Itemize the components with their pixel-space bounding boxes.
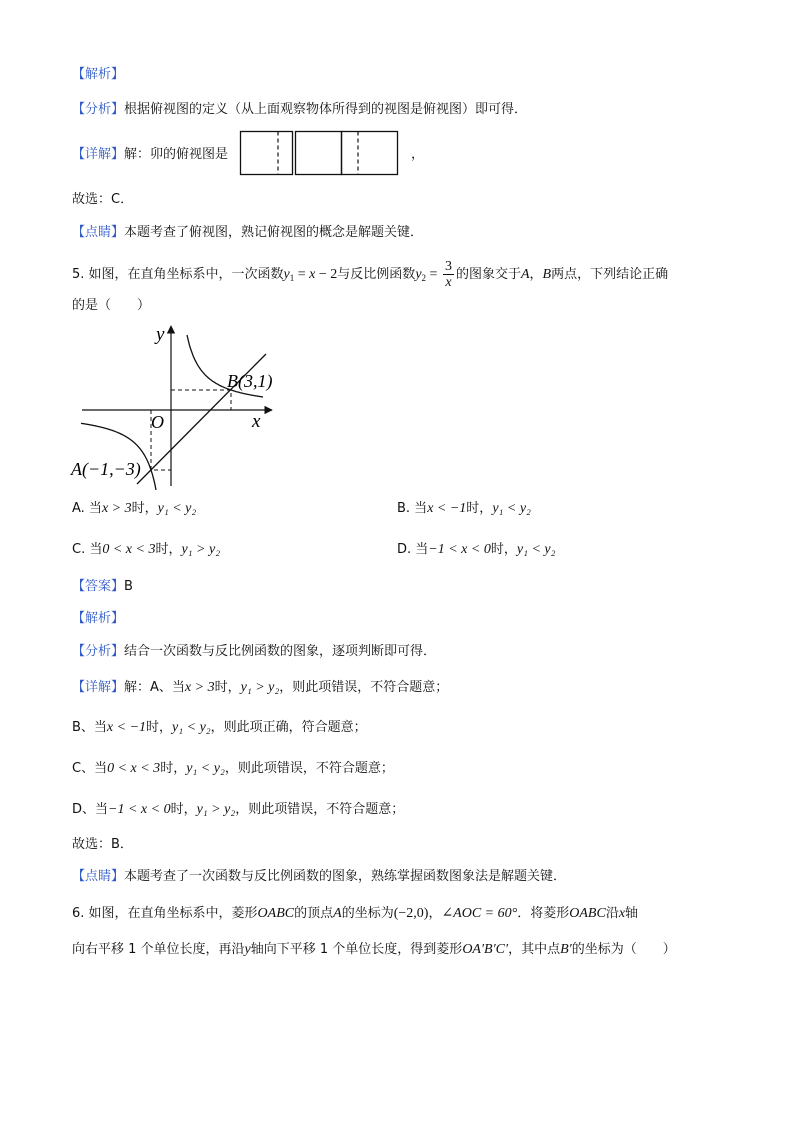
analysis-tag: 【解析】 — [72, 67, 125, 82]
top-view-figure — [239, 130, 399, 178]
q5-stem-line2: 的是（ ） — [72, 298, 151, 313]
comma: ， — [529, 267, 543, 282]
q5-comment-line — [72, 868, 566, 886]
stem-text-d: 两点，下列结论正确 — [551, 267, 669, 282]
equals-2: = — [426, 267, 441, 282]
detail-comma: ， — [411, 147, 425, 162]
equals-1: = — [294, 267, 310, 282]
y1-symbol: $y_1$ — [283, 267, 295, 283]
comment-tag: 【点睛】 — [72, 869, 125, 884]
point-b-label: B — [542, 267, 552, 282]
q5-answer-line — [72, 578, 133, 596]
option-a[interactable]: A. 当x > 3时，y₁ < y₂ — [72, 501, 197, 516]
analysis-tag: 【解析】 — [72, 611, 125, 626]
detail-tag: 【详解】 — [72, 147, 125, 162]
x-symbol: x — [309, 267, 316, 282]
q5-detail-a: 【详解】解：A、当x > 3时，y₁ > y₂，则此项错误，不符合题意； — [72, 680, 449, 695]
option-c[interactable]: C. 当0 < x < 3时，y₁ > y₂ — [72, 542, 221, 557]
q4-analysis-heading — [72, 66, 124, 84]
answer-tag: 【答案】 — [72, 579, 125, 594]
fenxi-text: 结合一次函数与反比例函数的图象，逐项判断即可得． — [124, 644, 437, 659]
hyperbola-branch-q3 — [81, 423, 156, 490]
y-axis-label: y — [156, 324, 165, 345]
fenxi-text: 根据俯视图的定义（从上面观察物体所得到的视图是俯视图）即可得． — [124, 102, 528, 117]
q4-fenxi-line — [72, 101, 527, 119]
answer-value: B — [124, 579, 133, 594]
point-a-label: A — [520, 267, 530, 282]
comment-text: 本题考查了一次函数与反比例函数的图象，熟练掌握函数图象法是解题关键． — [124, 869, 567, 884]
stem-text-a: 5. 如图，在直角坐标系中，一次函数 — [72, 267, 284, 282]
q4-choose: 故选：C． — [72, 192, 134, 207]
minus-2: − 2 — [315, 267, 338, 282]
top-view-box-3 — [342, 132, 398, 175]
origin-label: O — [151, 412, 164, 432]
q5-choose: 故选：B． — [72, 837, 133, 852]
point-b-coord-label: B(3,1) — [227, 371, 273, 391]
fenxi-tag: 【分析】 — [72, 102, 125, 117]
comment-tag: 【点睛】 — [72, 225, 125, 240]
q5-fenxi-line — [72, 643, 436, 661]
q4-detail-line — [72, 146, 228, 164]
q5-analysis-heading — [72, 610, 124, 628]
option-d[interactable]: D. 当−1 < x < 0时，y₁ < y₂ — [397, 542, 556, 557]
top-view-box-1 — [241, 132, 293, 175]
function-graph — [70, 320, 310, 490]
detail-text: 解：卯的俯视图是 — [124, 147, 229, 162]
top-view-box-2 — [296, 132, 342, 175]
q6-stem-line1: 6. 如图，在直角坐标系中，菱形OABC的顶点A的坐标为(−2,0)，∠AOC = 60°．将菱形OABC沿x轴 — [72, 906, 639, 921]
q5-stem-line1 — [72, 258, 668, 295]
q5-detail-c: C、当0 < x < 3时，y₁ < y₂，则此项错误，不符合题意； — [72, 761, 394, 776]
q5-detail-d: D、当−1 < x < 0时，y₁ > y₂，则此项错误，不符合题意； — [72, 802, 405, 817]
q6-stem-line2: 向右平移 1 个单位长度，再沿y轴向下平移 1 个单位长度，得到菱形OA′B′C′，其中点B′的坐标为（ ） — [72, 942, 676, 957]
q5-detail-b: B、当x < −1时，y₁ < y₂，则此项正确，符合题意； — [72, 720, 367, 735]
comment-text: 本题考查了俯视图，熟记俯视图的概念是解题关键． — [124, 225, 424, 240]
y2-symbol: $y_2$ — [415, 267, 427, 283]
point-a-coord-label: A(−1,−3) — [71, 459, 141, 479]
guide-b — [171, 390, 231, 410]
option-b[interactable]: B. 当x < −1时，y₁ < y₂ — [397, 501, 531, 516]
x-axis-label: x — [252, 411, 261, 432]
detail-tag: 【详解】 — [72, 680, 125, 695]
fraction-3-over-x: $\frac{3}{x}$ — [444, 259, 452, 290]
stem-text-b: 与反比例函数 — [337, 267, 416, 282]
fenxi-tag: 【分析】 — [72, 644, 125, 659]
q4-comment-line — [72, 224, 423, 242]
stem-text-c: 的图象交于 — [455, 267, 521, 282]
